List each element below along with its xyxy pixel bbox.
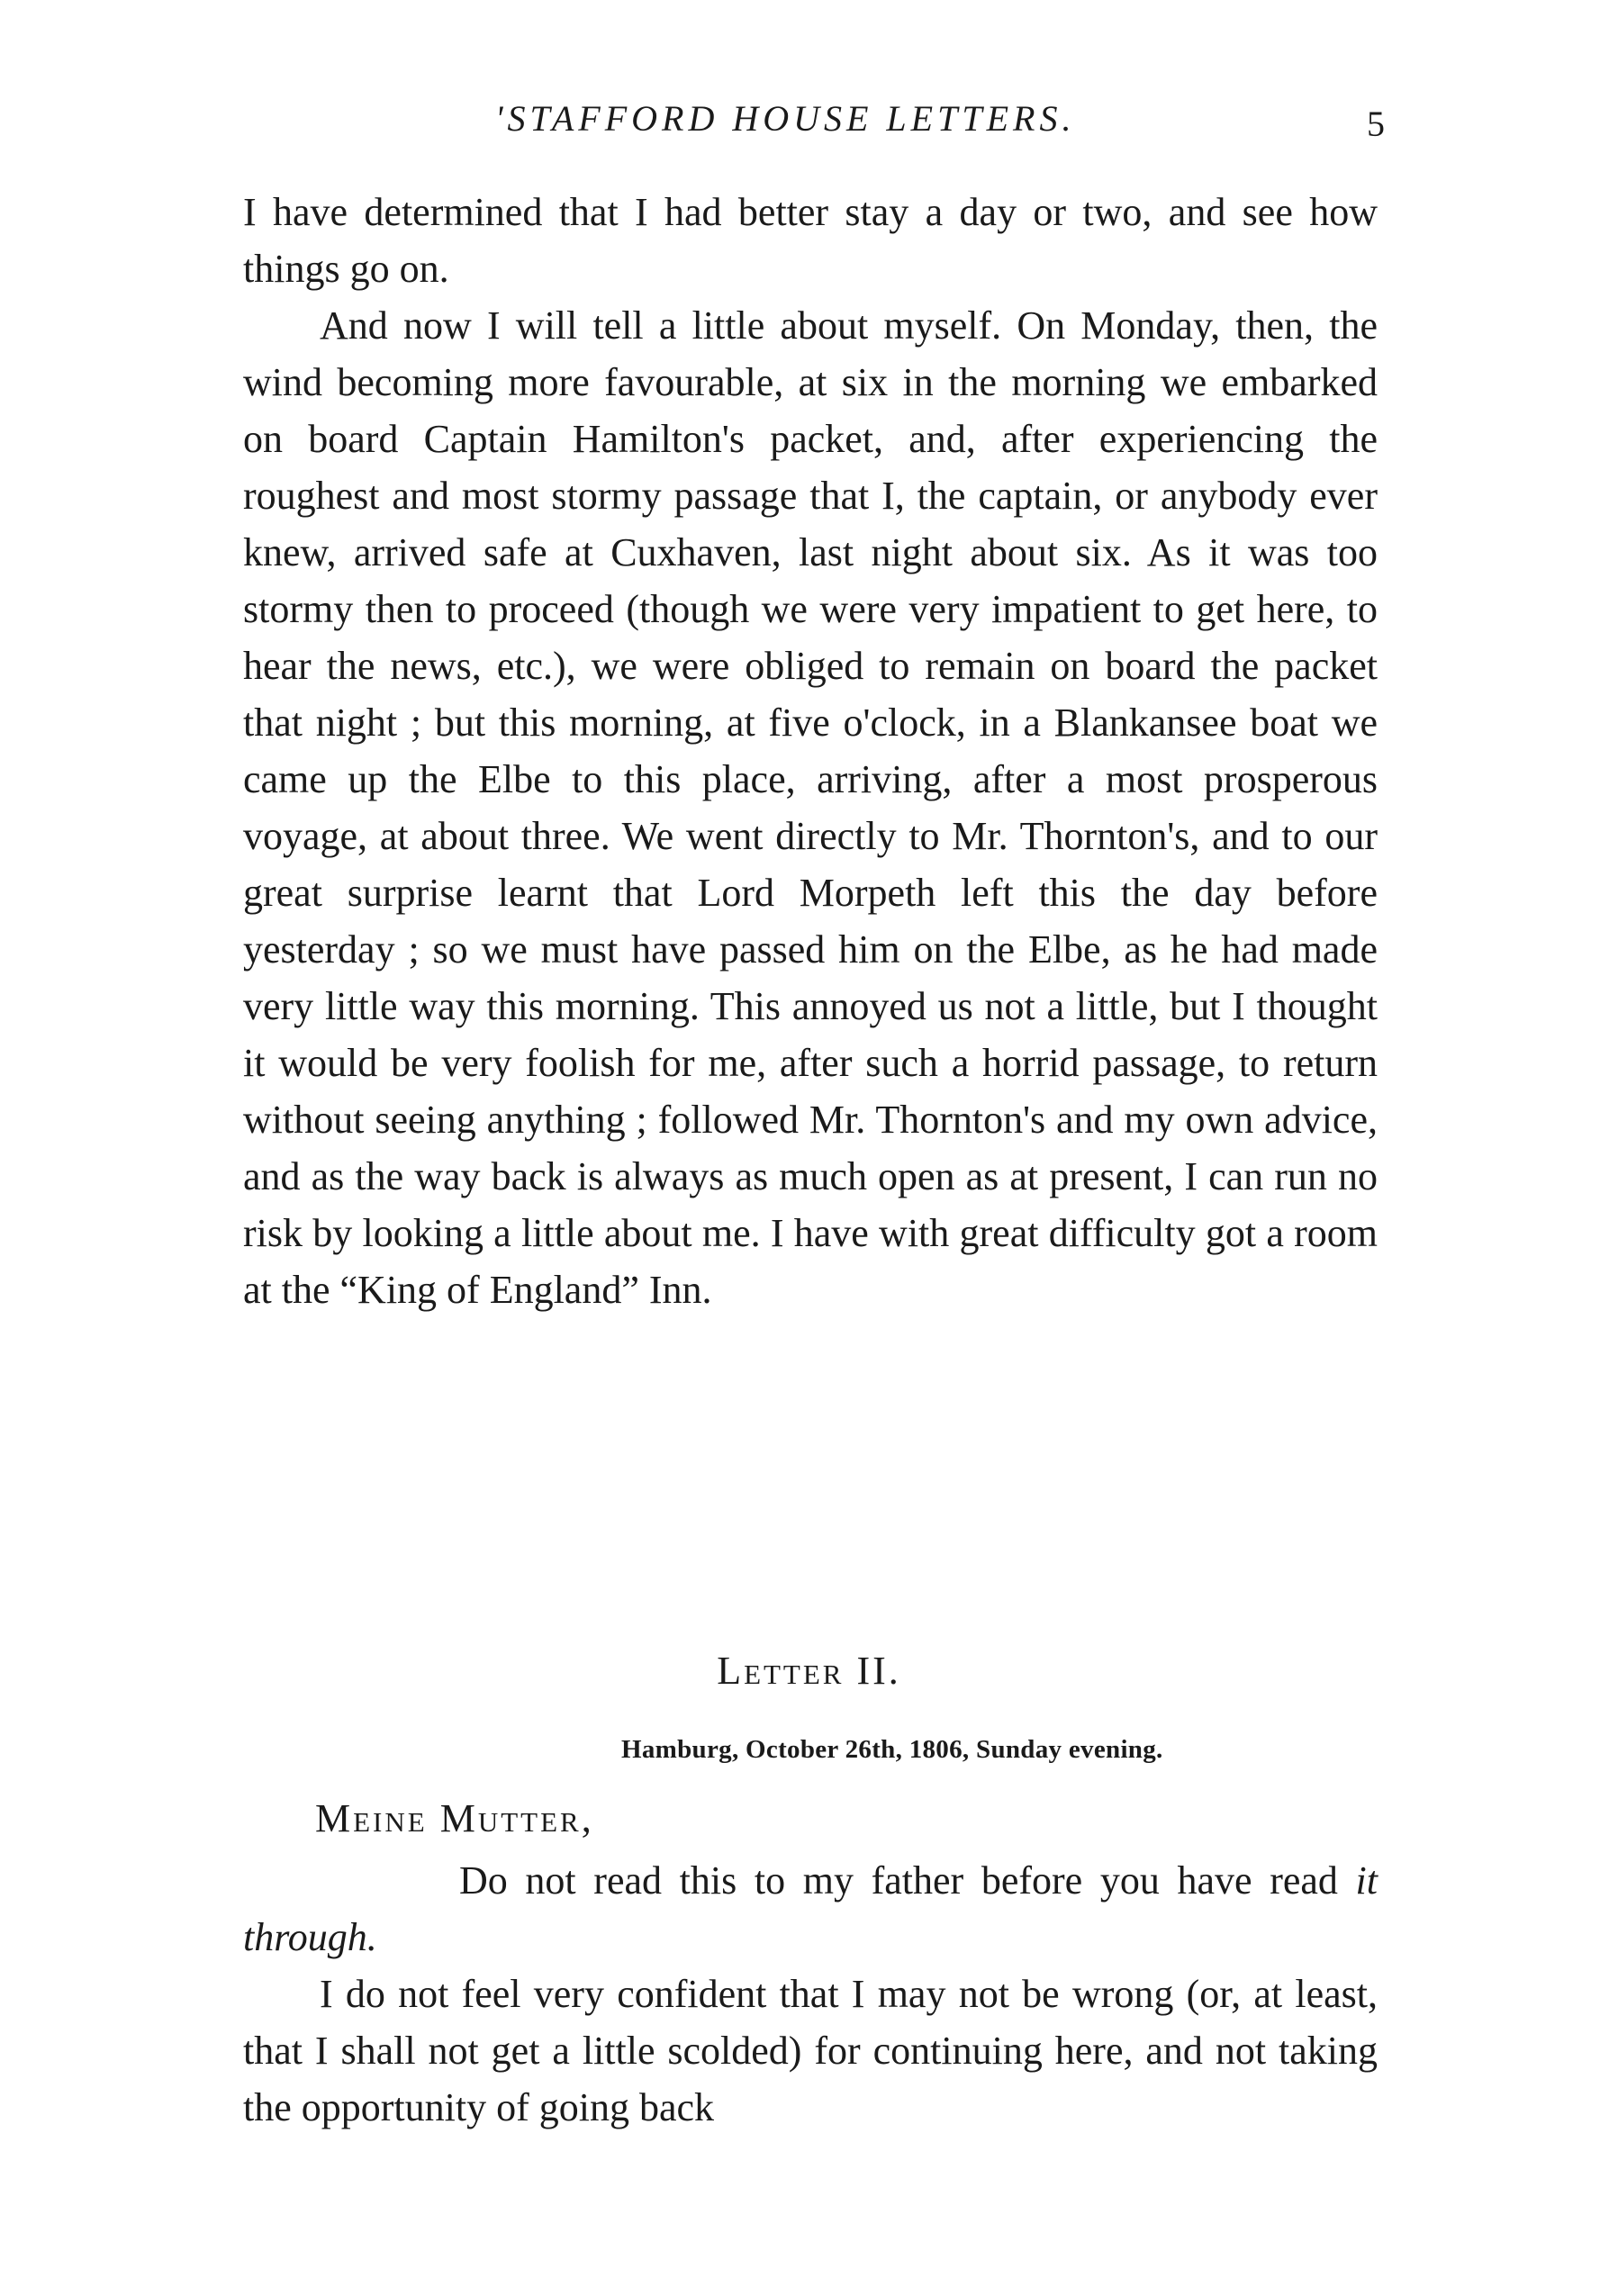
letter-body bbox=[243, 1852, 1378, 2136]
paragraph-continuation: I have determined that I had better stay a day or two, and see how things go on. bbox=[243, 190, 1378, 291]
dateline: Hamburg, October 26th, 1806, Sunday evening. bbox=[621, 1735, 1163, 1764]
page-number: 5 bbox=[1367, 104, 1385, 144]
paragraph-narrative: And now I will tell a little about myself. On Monday, then, the wind becoming more favourable, at six in the morning we embarked on board Captain Hamilton's packet, and, after experiencing the roughest and most stormy passage that I, the captain, or anybody ever knew, arrived safe at Cuxhaven, last night about six. As it was too stormy then to proceed (though we were very impatient to get here, to hear the news, etc.), we were obliged to remain on board the packet that night ; but this morning, at five o'clock, in a Blankansee boat we came up the Elbe to this place, arriving, after a most prosperous voyage, at about three. We went directly to Mr. Thornton's, and to our great surprise learnt that Lord Morpeth left this the day before yesterday ; so we must have passed him on the Elbe, as he had made very little way this morning. This annoyed us not a little, but I thought it would be very foolish for me, after such a horrid passage, to return without seeing anything ; followed Mr. Thornton's and my own advice, and as the way back is always as much open as at present, I can run no risk by looking a little about me. I have with great difficulty got a room at the “King of England” Inn. bbox=[243, 303, 1378, 1312]
salutation: Meine Mutter, bbox=[315, 1796, 594, 1840]
letter-heading bbox=[0, 1648, 1618, 1694]
letter-heading-text: Letter II. bbox=[717, 1649, 901, 1693]
body-text bbox=[243, 184, 1378, 1318]
running-head bbox=[0, 97, 1618, 151]
letter-paragraph-2: I do not feel very confident that I may not be wrong (or, at least, that I shall not get a little scolded) for continuing here, and not taking the opportunity of going back bbox=[243, 1972, 1378, 2129]
letter-paragraph-1 bbox=[243, 1852, 1378, 1966]
running-title: 'STAFFORD HOUSE LETTERS. bbox=[495, 98, 1076, 139]
letter-paragraph-1-text: Do not read this to my father before you have read bbox=[459, 1858, 1356, 1903]
letter-paragraph-1-italic: it through. bbox=[243, 1858, 1378, 1959]
